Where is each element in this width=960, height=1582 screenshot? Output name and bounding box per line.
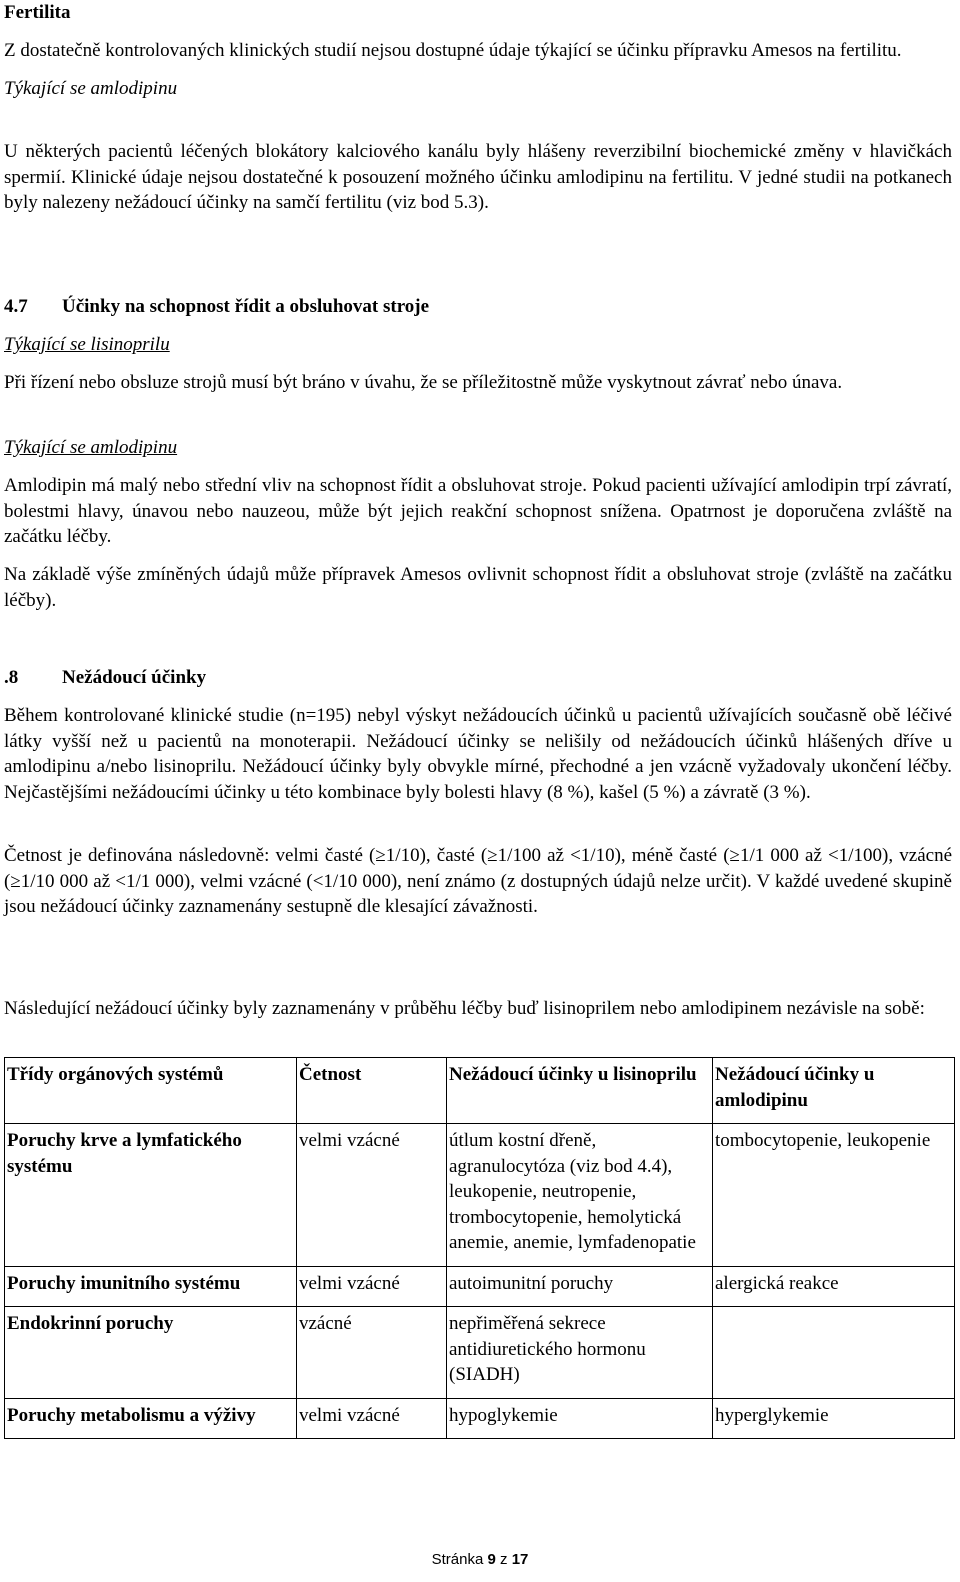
table-header-row (5, 1058, 955, 1124)
organ-class-cell: Endokrinní poruchy (5, 1307, 297, 1399)
section-4-8-paragraph-1: Během kontrolované klinické studie (n=195) nebyl výskyt nežádoucích účinků u pacientů užívajících současně obě léčivé látky vyšší než u pacientů na monoterapii. Nežádoucí účinky se nelišily od nežádoucích účinků hlášených dříve u amlodipinu a/nebo lisinoprilu. Nežádoucí účinky byly obvykle mírné, přechodné a jen vzácně vyžadovaly ukončení léčby. Nejčastějšími nežádoucími účinky u této kombinace byly bolesti hlavy (8 %), kašel (5 %) a závratě (3 %). (4, 705, 952, 803)
table-row (5, 1124, 955, 1267)
lisinopril-effects-cell: nepřiměřená sekrece antidiuretického hormonu (SIADH) (447, 1307, 713, 1399)
fertility-subheading-amlodipine: Týkající se amlodipinu (4, 78, 178, 99)
adverse-effects-table (4, 1057, 955, 1439)
table-row (5, 1266, 955, 1307)
table-header-cell: Četnost (297, 1058, 447, 1124)
lisinopril-effects-cell: útlum kostní dřeně, agranulocytóza (viz bod 4.4), leukopenie, neutropenie, trombocytopenie, hemolytická anemie, anemie, lymfadenopatie (447, 1124, 713, 1267)
frequency-cell: velmi vzácné (297, 1124, 447, 1267)
table-header-cell: Třídy orgánových systémů (5, 1058, 297, 1124)
section-4-7-number: 4.7 (4, 296, 28, 317)
section-4-8-paragraph-2: Četnost je definována následovně: velmi časté (≥1/10), časté (≥1/100 až <1/10), méně časté (≥1/1 000 až <1/100), vzácné (≥1/10 000 až <1/1 000), velmi vzácné (<1/10 000), není známo (z dostupných údajů nelze určit). V každé uvedené skupině jsou nežádoucí účinky zaznamenány sestupně dle klesající závažnosti. (4, 845, 952, 917)
footer-page-total: 17 (511, 1551, 529, 1568)
organ-class-cell: Poruchy metabolismu a výživy (5, 1398, 297, 1439)
section-4-8-title: Nežádoucí účinky (62, 667, 207, 688)
amlodipine-effects-cell (713, 1307, 955, 1399)
section-4-7-subheading-amlodipine: Týkající se amlodipinu (4, 437, 178, 458)
section-4-7-paragraph-3: Na základě výše zmíněných údajů může přípravek Amesos ovlivnit schopnost řídit a obsluhovat stroje (zvláště na začátku léčby). (4, 564, 952, 611)
section-4-8-heading (4, 665, 206, 691)
organ-class-cell: Poruchy krve a lymfatického systému (5, 1124, 297, 1267)
footer-page-number: 9 (487, 1551, 496, 1568)
amlodipine-effects-cell: tombocytopenie, leukopenie (713, 1124, 955, 1267)
page-footer (0, 1547, 960, 1573)
amlodipine-effects-cell: hyperglykemie (713, 1398, 955, 1439)
section-4-7-heading (4, 294, 429, 320)
section-4-7-paragraph-2: Amlodipin má malý nebo střední vliv na schopnost řídit a obsluhovat stroje. Pokud pacienti užívající amlodipin trpí závratí, bolestmi hlavy, únavou nebo nauzeou, může být jejich reakční schopnost snížena. Opatrnost je doporučena zvláště na začátku léčby. (4, 475, 952, 547)
frequency-cell: vzácné (297, 1307, 447, 1399)
table-header-cell: Nežádoucí účinky u amlodipinu (713, 1058, 955, 1124)
organ-class-cell: Poruchy imunitního systému (5, 1266, 297, 1307)
table-header-cell: Nežádoucí účinky u lisinoprilu (447, 1058, 713, 1124)
section-4-7-subheading-lisinopril: Týkající se lisinoprilu (4, 334, 170, 355)
section-4-7-paragraph-1: Při řízení nebo obsluze strojů musí být bráno v úvahu, že se příležitostně může vyskytnout závrať nebo únava. (4, 372, 843, 393)
lisinopril-effects-cell: autoimunitní poruchy (447, 1266, 713, 1307)
fertility-paragraph-2: U některých pacientů léčených blokátory kalciového kanálu byly hlášeny reverzibilní biochemické změny v hlavičkách spermií. Klinické údaje nejsou dostatečné k posouzení možného účinku amlodipinu na fertilitu. V jedné studii na potkanech byly nalezeny nežádoucí účinky na samčí fertilitu (viz bod 5.3). (4, 141, 952, 213)
section-4-8-paragraph-3: Následující nežádoucí účinky byly zaznamenány v průběhu léčby buď lisinoprilem nebo amlodipinem nezávisle na sobě: (4, 998, 925, 1019)
amlodipine-effects-cell: alergická reakce (713, 1266, 955, 1307)
frequency-cell: velmi vzácné (297, 1266, 447, 1307)
footer-page-label: Stránka (431, 1551, 484, 1568)
table-row (5, 1398, 955, 1439)
section-4-8-number: .8 (4, 667, 19, 688)
footer-separator: z (500, 1551, 508, 1568)
table-row (5, 1307, 955, 1399)
fertility-paragraph-1: Z dostatečně kontrolovaných klinických studií nejsou dostupné údaje týkající se účinku přípravku Amesos na fertilitu. (4, 40, 902, 61)
frequency-cell: velmi vzácné (297, 1398, 447, 1439)
fertility-title: Fertilita (4, 2, 71, 23)
section-4-7-title: Účinky na schopnost řídit a obsluhovat stroje (62, 296, 430, 317)
lisinopril-effects-cell: hypoglykemie (447, 1398, 713, 1439)
